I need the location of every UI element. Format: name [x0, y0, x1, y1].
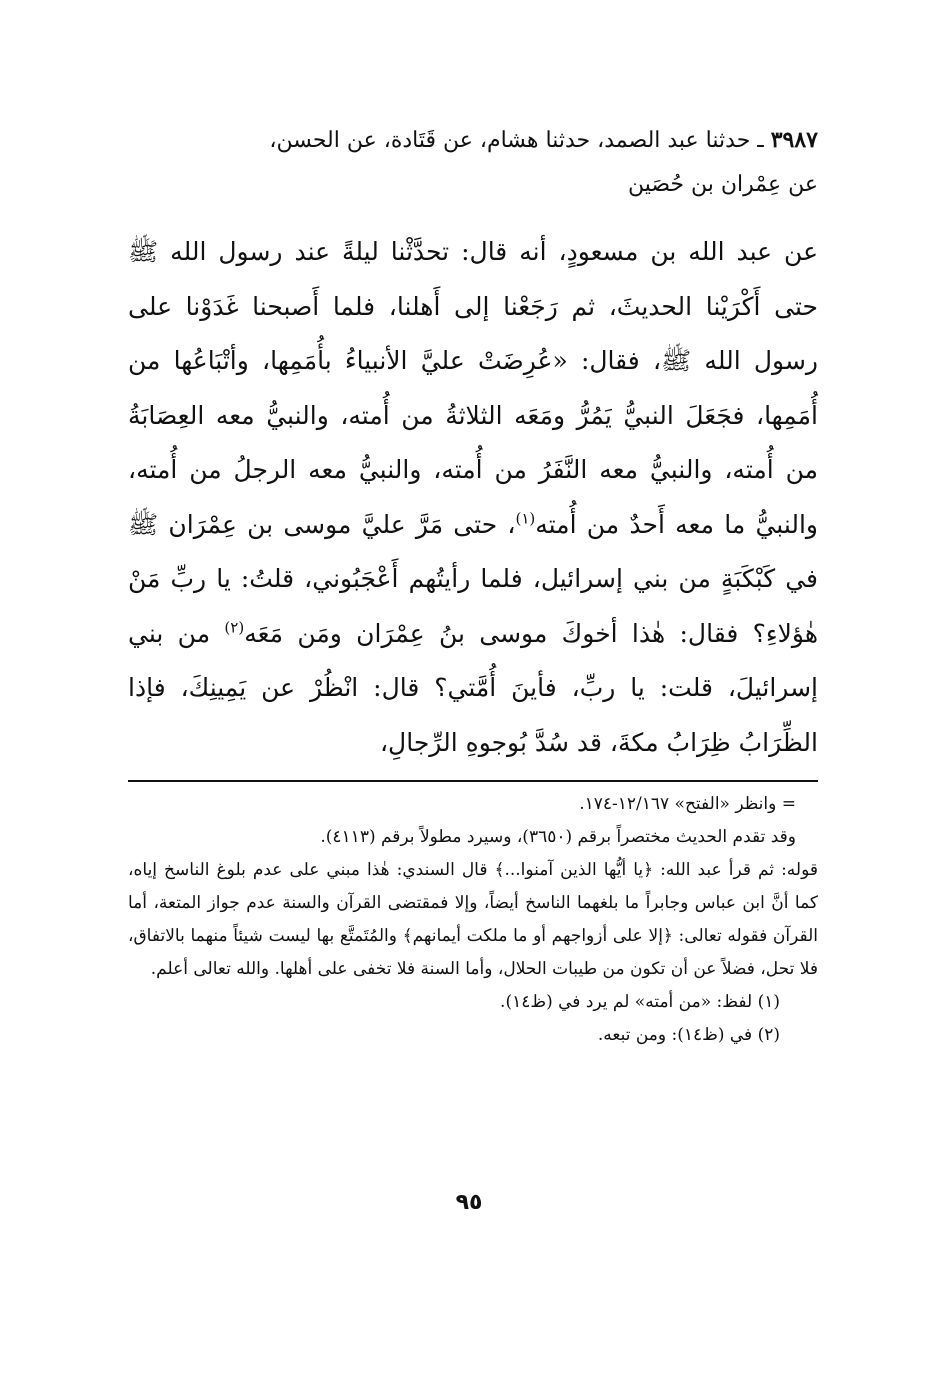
footnote-2: (٢) في (ظ١٤): ومن تبعه.: [597, 1025, 780, 1045]
footnote-divider: [128, 780, 818, 782]
footnote-ref-2: (٢): [224, 618, 245, 637]
note-line-2: وقد تقدم الحديث مختصراً برقم (٣٦٥٠)، وسيرد مطولاً برقم (٤١١٣).: [320, 827, 796, 847]
note-commentary: قوله: ثم قرأ عبد الله: ﴿يا أيُّها الذين آمنوا...﴾ قال السندي: هٰذا مبني على عدم بلوغ الناسخ إياه، كما أنَّ ابن عباس وجابراً ما بلغهما الناسخ أيضاً، وإلا فمقتضى القرآن والسنة عدم جواز المتعة، أما القرآن فقوله تعالى: ﴿إلا على أزواجهم أو ما ملكت أيمانهم﴾ والمُتَمتَّع بها ليست شيئاً منهما بالاتفاق، فلا تحل، فضلاً عن أن تكون من طيبات الحلال، وأما السنة فلا تخفى على أهلها. والله تعالى أعلم.: [128, 860, 818, 979]
footnote-ref-1: (١): [515, 509, 536, 528]
footnote-1: (١) لفظ: «من أمته» لم يرد في (ظ١٤).: [500, 992, 780, 1012]
matn-part-1: عن عبد الله بن مسعودٍ، أنه قال: تحدَّثْنا ليلةً عند رسول الله ﷺ حتى أَكْرَيْنا الحديثَ، ثم رَجَعْنا إلى أَهلنا، فلما أَصبحنا غَدَوْنا على رسول الله ﷺ، فقال: «عُرِضَتْ عليَّ الأنبياءُ بأُمَمِها، وأتْبَاعُها من أُمَمِها، فجَعَلَ النبيُّ يَمُرُّ ومَعَه الثلاثةُ من أُمته، والنبيُّ معه العِصَابَةُ من أُمته، والنبيُّ معه النَّفَرُ من أُمته، والنبيُّ معه الرجلُ من أُمته، والنبيُّ ما معه أَحدٌ من أُمته: [128, 237, 819, 539]
page-body: [128, 118, 818, 1052]
page-number: ٩٥: [455, 1190, 483, 1215]
hadith-number: ٣٩٨٧: [770, 127, 818, 153]
hadith-isnad: [128, 118, 818, 207]
note-line-1: = وانظر «الفتح» ١٢/١٦٧-١٧٤.: [579, 794, 796, 814]
hadith-text: [128, 225, 818, 770]
isnad-line-1: [128, 118, 818, 163]
isnad-line-2: عن عِمْران بن حُصَين: [627, 172, 818, 197]
matn-paragraph: [128, 225, 818, 770]
isnad-text-1: ـ حدثنا عبد الصمد، حدثنا هشام، عن قَتَادة، عن الحسن،: [269, 128, 764, 153]
footnotes-section: [128, 788, 818, 1052]
matn-part-2: ، حتى مَرَّ عليَّ موسى بن عِمْرَان ﷺ في كَبْكَبَةٍ من بني إسرائيل، فلما رأيتُهم أَعْجَبُوني، قلتُ: يا ربِّ مَنْ هٰؤلاءِ؟ فقال: هٰذا أخوكَ موسى بنُ عِمْرَان ومَن مَعَه: [128, 509, 819, 648]
matn-part-3: من بني إسرائيلَ، قلت: يا ربِّ، فأينَ أُمَّتي؟ قال: انْظُرْ عن يَمِينِكَ، فإذا الظِّرَابُ ظِرَابُ مكةَ، قد سُدَّ بُوجوهِ الرِّجالِ،: [128, 618, 818, 757]
footnote-list: [128, 986, 818, 1052]
